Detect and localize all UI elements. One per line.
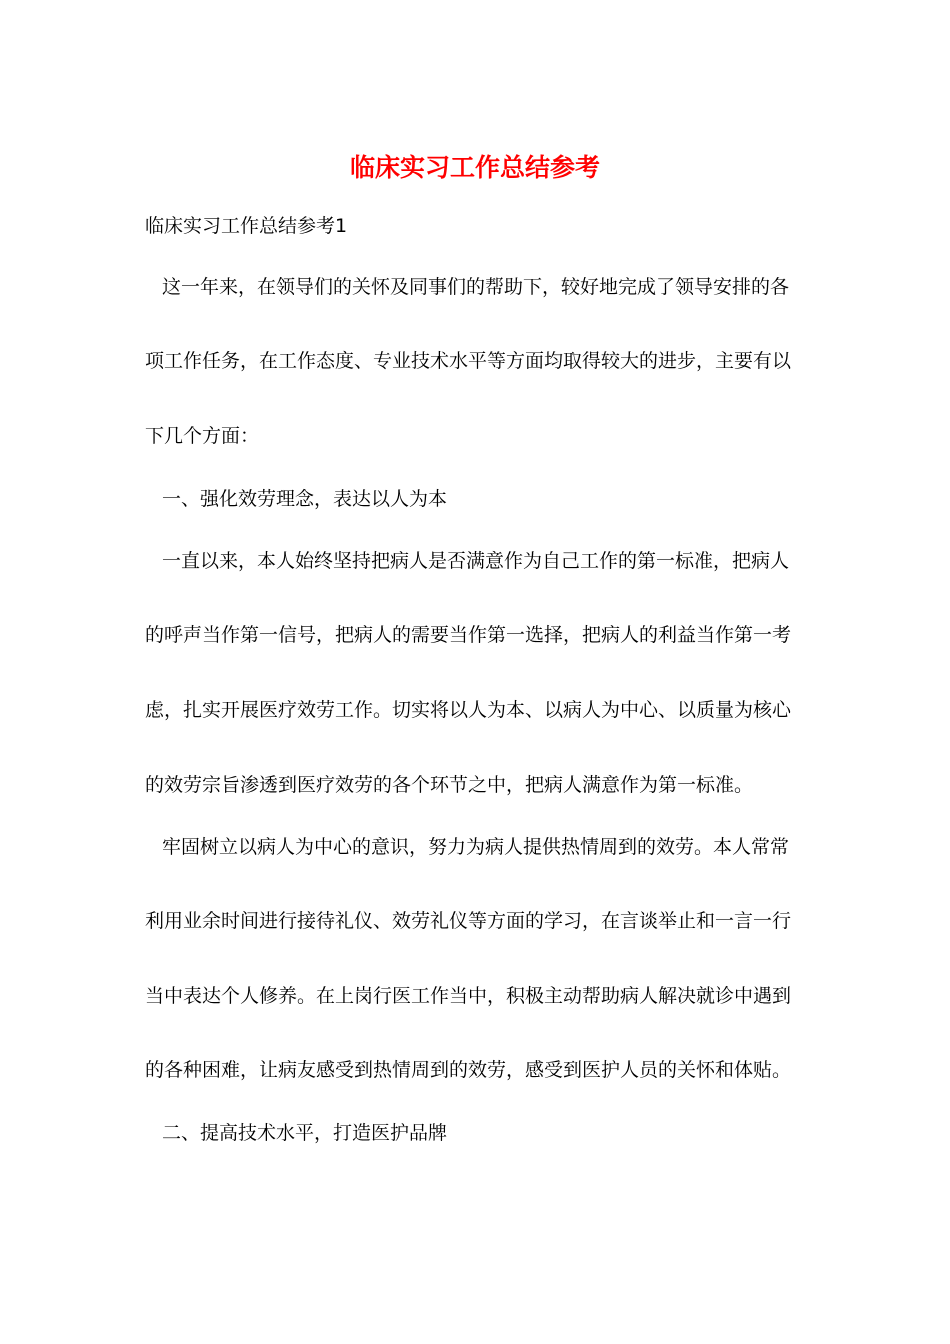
paragraph-line: 虑，扎实开展医疗效劳工作。切实将以人为本、以病人为中心、以质量为核心 (145, 699, 792, 721)
paragraph-line: 这一年来，在领导们的关怀及同事们的帮助下，较好地完成了领导安排的各 (162, 276, 790, 298)
section-heading: 二、提高技术水平，打造医护品牌 (162, 1122, 448, 1144)
document-title: 临床实习工作总结参考 (349, 153, 600, 182)
paragraph-line: 利用业余时间进行接待礼仪、效劳礼仪等方面的学习，在言谈举止和一言一行 (145, 910, 792, 932)
document-subtitle: 临床实习工作总结参考1 (145, 215, 348, 237)
paragraph-line: 的各种困难，让病友感受到热情周到的效劳，感受到医护人员的关怀和体贴。 (145, 1059, 792, 1081)
paragraph-line: 项工作任务，在工作态度、专业技术水平等方面均取得较大的进步，主要有以 (145, 350, 792, 372)
paragraph-line: 牢固树立以病人为中心的意识，努力为病人提供热情周到的效劳。本人常常 (162, 836, 790, 858)
section-heading: 一、强化效劳理念，表达以人为本 (162, 488, 448, 510)
paragraph-line: 当中表达个人修养。在上岗行医工作当中，积极主动帮助病人解决就诊中遇到 (145, 985, 792, 1007)
paragraph-line: 一直以来，本人始终坚持把病人是否满意作为自己工作的第一标准，把病人 (162, 550, 790, 572)
paragraph-line: 的效劳宗旨渗透到医疗效劳的各个环节之中，把病人满意作为第一标准。 (145, 774, 754, 796)
paragraph-line: 下几个方面： (145, 425, 260, 447)
paragraph-line: 的呼声当作第一信号，把病人的需要当作第一选择，把病人的利益当作第一考 (145, 624, 792, 646)
